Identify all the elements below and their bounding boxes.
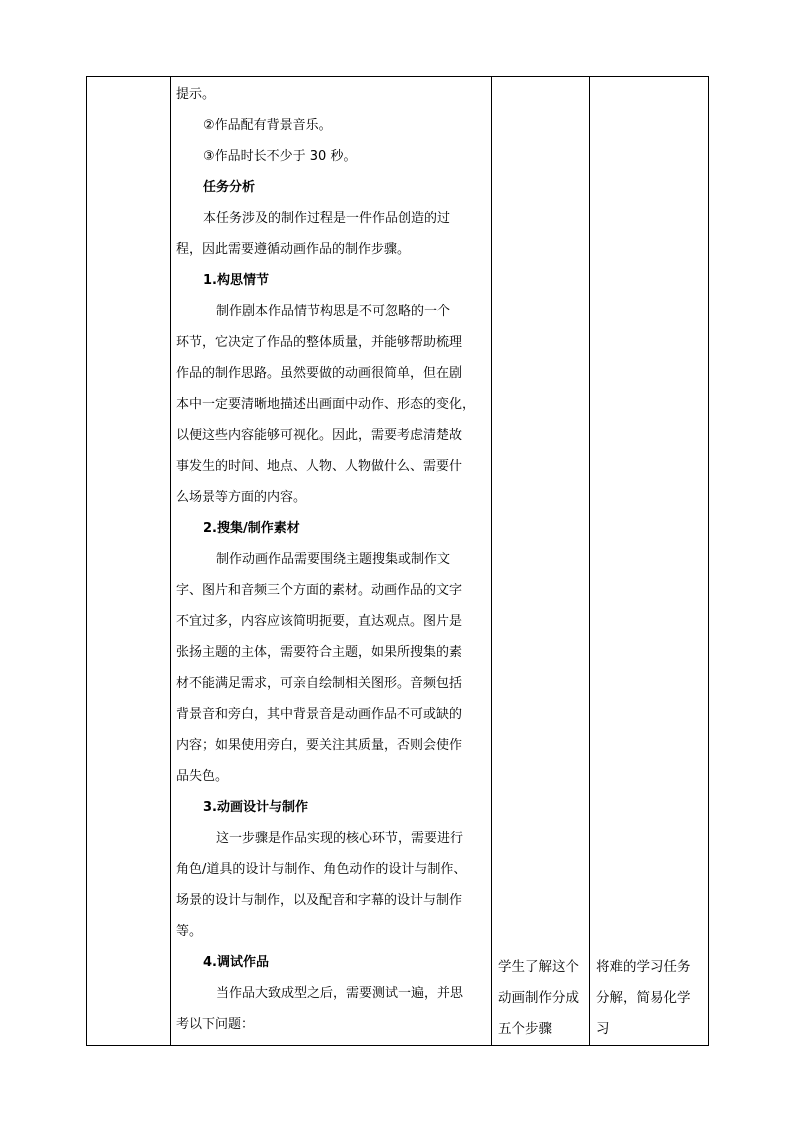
design-intent bbox=[590, 77, 708, 1045]
content-line: 制作动画作品需要围绕主题搜集或制作文 bbox=[216, 552, 451, 567]
content-line: 以便这些内容能够可视化。因此，需要考虑清楚故 bbox=[176, 428, 463, 443]
content-line: 提示。 bbox=[176, 87, 216, 102]
section-heading: 任务分析 bbox=[203, 180, 256, 195]
content-line: 等。 bbox=[176, 924, 203, 939]
section-heading: 2.搜集/制作素材 bbox=[203, 521, 300, 536]
teaching-content bbox=[171, 77, 491, 1045]
empty-left-cell bbox=[87, 77, 171, 1046]
content-line: 么场景等方面的内容。 bbox=[176, 490, 307, 505]
content-line: 作品的制作思路。虽然要做的动画很简单，但在剧 bbox=[176, 366, 463, 381]
student-activity-cell bbox=[492, 77, 590, 1046]
content-line: 背景音和旁白，其中背景音是动画作品不可或缺的 bbox=[176, 707, 463, 722]
content-line: 内容；如果使用旁白，要关注其质量，否则会使作 bbox=[176, 738, 463, 753]
content-line: 考以下问题： bbox=[176, 1017, 255, 1032]
content-line: 程，因此需要遵循动画作品的制作步骤。 bbox=[176, 242, 411, 257]
content-line: ②作品配有背景音乐。 bbox=[203, 118, 332, 133]
table-row bbox=[87, 77, 709, 1046]
content-line: 张扬主题的主体，需要符合主题，如果所搜集的素 bbox=[176, 645, 463, 660]
content-line: 环节，它决定了作品的整体质量，并能够帮助梳理 bbox=[176, 335, 463, 350]
content-line: 品失色。 bbox=[176, 769, 229, 784]
teaching-content-cell bbox=[171, 77, 492, 1046]
content-line: 不宜过多，内容应该简明扼要，直达观点。图片是 bbox=[176, 614, 463, 629]
content-line: 字、图片和音频三个方面的素材。动画作品的文字 bbox=[176, 583, 463, 598]
student-activity bbox=[492, 77, 589, 1045]
student-activity-line: 五个步骤 bbox=[498, 1021, 552, 1037]
content-line: 本中一定要清晰地描述出画面中动作、形态的变化， bbox=[176, 397, 476, 412]
content-line: 本任务涉及的制作过程是一件作品创造的过 bbox=[203, 211, 451, 226]
content-line: 这一步骤是作品实现的核心环节，需要进行 bbox=[216, 831, 464, 846]
content-line: 制作剧本作品情节构思是不可忽略的一个 bbox=[216, 304, 451, 319]
content-line: 事发生的时间、地点、人物、人物做什么、需要什 bbox=[176, 459, 463, 474]
content-line: 角色/道具的设计与制作、角色动作的设计与制作、 bbox=[176, 862, 467, 877]
content-line: 场景的设计与制作，以及配音和字幕的设计与制作 bbox=[176, 893, 463, 908]
design-intent-line: 习 bbox=[596, 1021, 610, 1037]
design-intent-line: 将难的学习任务 bbox=[596, 959, 691, 975]
lesson-plan-table bbox=[86, 76, 709, 1046]
design-intent-cell bbox=[590, 77, 709, 1046]
section-heading: 4.调试作品 bbox=[203, 955, 269, 970]
content-line: 材不能满足需求，可亲自绘制相关图形。音频包括 bbox=[176, 676, 463, 691]
design-intent-line: 分解，简易化学 bbox=[596, 990, 691, 1006]
section-heading: 3.动画设计与制作 bbox=[203, 800, 308, 815]
student-activity-line: 动画制作分成 bbox=[498, 990, 579, 1006]
content-line: 当作品大致成型之后，需要测试一遍，并思 bbox=[216, 986, 464, 1001]
section-heading: 1.构思情节 bbox=[203, 273, 269, 288]
content-line: ③作品时长不少于 30 秒。 bbox=[203, 149, 357, 164]
student-activity-line: 学生了解这个 bbox=[498, 959, 579, 975]
